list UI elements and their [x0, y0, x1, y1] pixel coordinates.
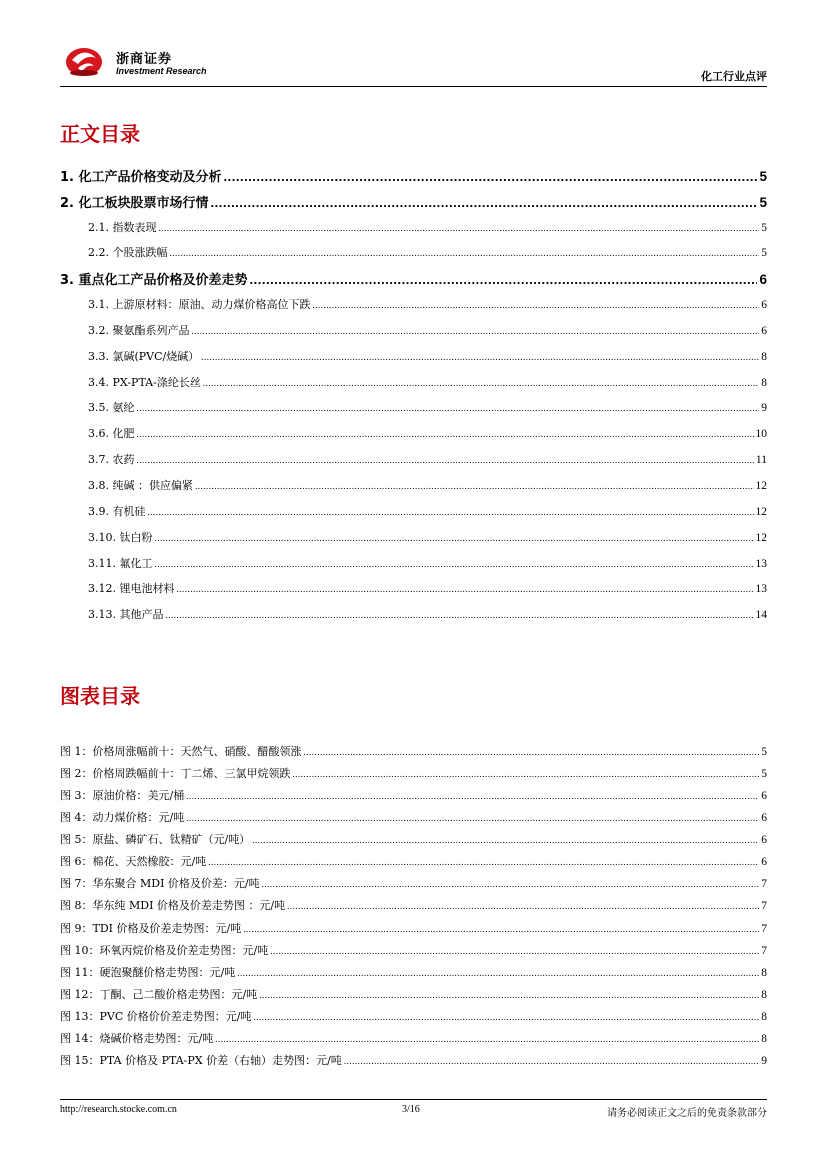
page-header [60, 40, 767, 88]
figure-entry[interactable]: 图 6：棉花、天然橡胶：元/吨 ..... 6 [60, 853, 767, 869]
toc-entry[interactable]: 3.7. 农药 ..... 11 [88, 451, 767, 467]
figures-title: 图表目录 [60, 684, 140, 708]
toc-entry[interactable]: 3.1. 上游原材料：原油、动力煤价格高位下跌 ..... 6 [88, 296, 767, 312]
header-divider [60, 86, 767, 87]
toc-title: 正文目录 [60, 122, 140, 146]
footer-divider [60, 1099, 767, 1100]
figure-entry[interactable]: 图 8：华东纯 MDI 价格及价差走势图 ：元/吨 ..... 7 [60, 897, 767, 913]
toc-entry[interactable]: 3.2. 聚氨酯系列产品 ..... 6 [88, 322, 767, 338]
figure-entry[interactable]: 图 1：价格周涨幅前十：天然气、硝酸、醋酸领涨 ..... 5 [60, 743, 767, 759]
figure-entry[interactable]: 图 2：价格周跌幅前十：丁二烯、三氯甲烷领跌 ..... 5 [60, 765, 767, 781]
figure-entry[interactable]: 图 14：烧碱价格走势图：元/吨 ..... 8 [60, 1030, 767, 1046]
company-logo-icon [64, 42, 104, 78]
toc-entry[interactable]: 3.5. 氨纶 ..... 9 [88, 399, 767, 415]
toc-entry[interactable]: 2.2. 个股涨跌幅 ..... 5 [88, 244, 767, 260]
toc-entry[interactable]: 3.12. 锂电池材料 ..... 13 [88, 580, 767, 596]
toc-entry[interactable]: 3. 重点化工产品价格及价差走势 ..... 6 [60, 269, 767, 288]
toc-entry[interactable]: 3.8. 纯碱 ：供应偏紧 ..... 12 [88, 477, 767, 493]
figure-entry[interactable]: 图 3：原油价格：美元/桶 ..... 6 [60, 787, 767, 803]
figure-entry[interactable]: 图 11：硬泡聚醚价格走势图：元/吨 ..... 8 [60, 964, 767, 980]
figure-entry[interactable]: 图 4：动力煤价格：元/吨 ..... 6 [60, 809, 767, 825]
toc-entry[interactable]: 2.1. 指数表现 ..... 5 [88, 219, 767, 235]
footer-url-link[interactable]: http://research.stocke.com.cn [60, 1104, 177, 1115]
toc-entry[interactable]: 3.4. PX-PTA-涤纶长丝 ..... 8 [88, 374, 767, 390]
figure-entry[interactable]: 图 10：环氧丙烷价格及价差走势图：元/吨 ..... 7 [60, 942, 767, 958]
report-type: 化工行业点评 [701, 70, 767, 83]
figure-entry[interactable]: 图 13：PVC 价格价价差走势图：元/吨 ..... 8 [60, 1008, 767, 1024]
toc-entry[interactable]: 3.9. 有机硅 ..... 12 [88, 503, 767, 519]
toc-entry[interactable]: 3.3. 氯碱(PVC/烧碱） ..... 8 [88, 348, 767, 364]
toc-entry[interactable]: 1. 化工产品价格变动及分析 ..... 5 [60, 166, 767, 185]
toc-entry[interactable]: 3.10. 钛白粉 ..... 12 [88, 529, 767, 545]
toc-entry[interactable]: 3.13. 其他产品 ..... 14 [88, 606, 767, 622]
page-number: 3/16 [402, 1104, 420, 1115]
toc-entry[interactable]: 3.11. 氟化工 ..... 13 [88, 555, 767, 571]
figure-entry[interactable]: 图 9：TDI 价格及价差走势图：元/吨 ..... 7 [60, 920, 767, 936]
company-name-en: Investment Research [116, 66, 207, 76]
footer-disclaimer: 请务必阅读正文之后的免责条款部分 [607, 1108, 767, 1119]
figure-entry[interactable]: 图 15：PTA 价格及 PTA-PX 价差（右轴）走势图：元/吨 ..... 9 [60, 1052, 767, 1068]
company-name-cn: 浙商证券 [116, 52, 173, 67]
figure-entry[interactable]: 图 12：丁酮、己二酸价格走势图：元/吨 ..... 8 [60, 986, 767, 1002]
toc-entry[interactable]: 3.6. 化肥 ..... 10 [88, 425, 767, 441]
figure-entry[interactable]: 图 7：华东聚合 MDI 价格及价差：元/吨 ..... 7 [60, 875, 767, 891]
toc-entry[interactable]: 2. 化工板块股票市场行情 ..... 5 [60, 192, 767, 211]
figure-entry[interactable]: 图 5：原盐、磷矿石、钛精矿（元/吨） ..... 6 [60, 831, 767, 847]
